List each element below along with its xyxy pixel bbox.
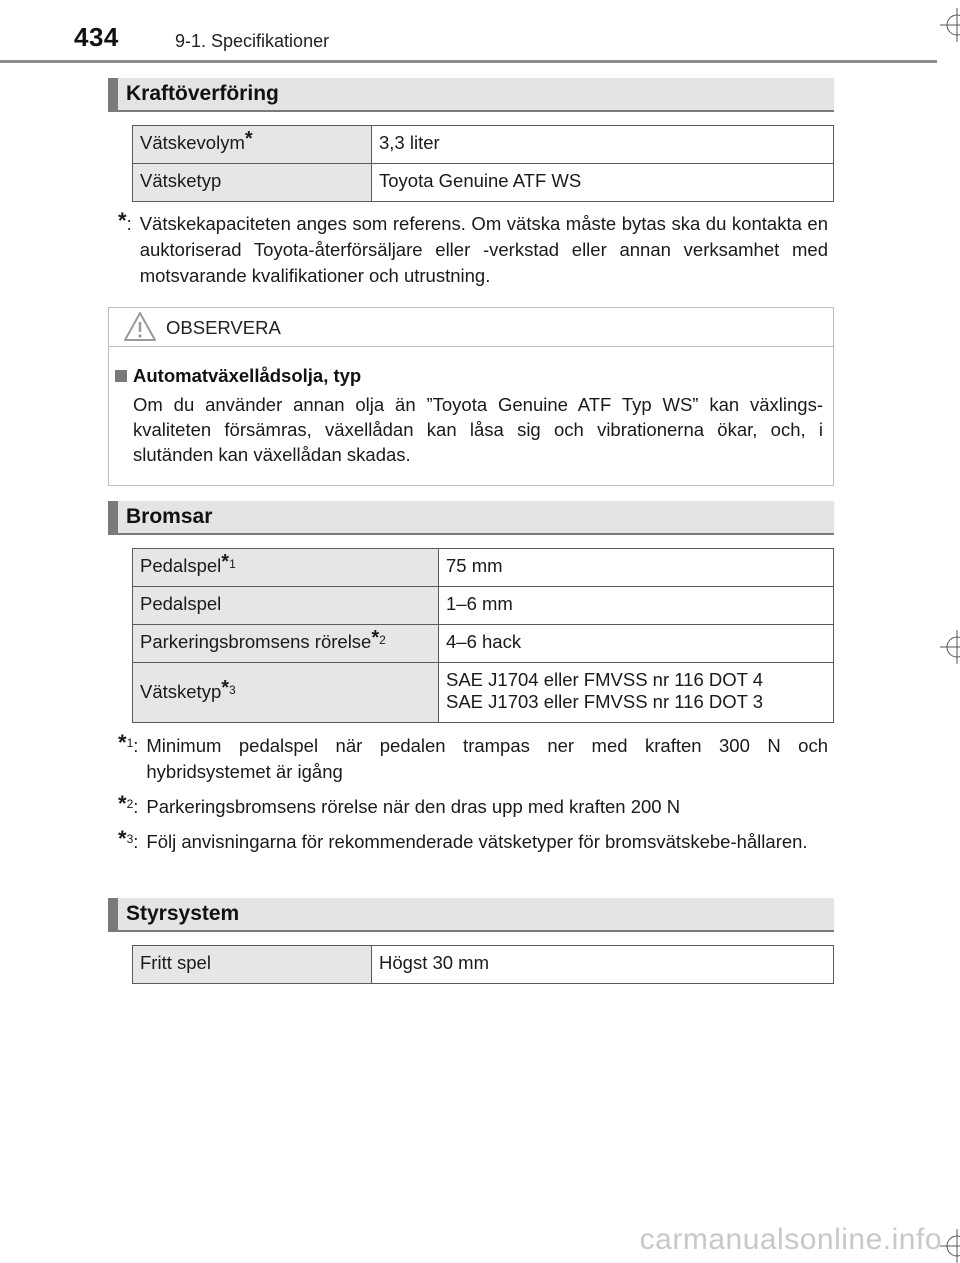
table-row [133, 549, 834, 587]
footnote: *: Vätskekapaciteten anges som referens. Om vätska måste bytas ska du kontakta en auktoriserad Toyota-återförsäljare eller -verkstad eller annan verksamhet med motsvarande kvalifikationer och utrustning. [118, 208, 828, 286]
table-key-cell: Pedalspel [133, 587, 439, 625]
table-row [133, 126, 834, 164]
table-value-cell: SAE J1704 eller FMVSS nr 116 DOT 4 SAE J1703 eller FMVSS nr 116 DOT 3 [439, 663, 834, 723]
caution-text: Om du använder annan olja än ”Toyota Genuine ATF Typ WS” kan växlings-kvaliteten försämras, växellådan kan låsa sig och vibrationerna ökar, och, i slutänden kan växellådan skadas. [133, 394, 823, 465]
watermark: carmanualsonline.info [639, 1223, 942, 1256]
steering-spec-table [132, 945, 834, 984]
table-row [133, 663, 834, 723]
brakes-spec-table [132, 548, 834, 723]
square-bullet-icon [115, 370, 127, 382]
caution-subtitle: Automatväxellådsolja, typ [115, 365, 361, 387]
table-key-cell: Vätsketyp$^{*3}$ [133, 663, 439, 723]
table-row [133, 587, 834, 625]
chapter-title: 9-1. Specifikationer [175, 31, 330, 51]
table-key-cell: Vätsketyp [133, 164, 372, 202]
footnote: *$^3$: Följ anvisningarna för rekommenderade vätsketyper för bromsvätskebe-hållaren. [118, 826, 808, 852]
crop-mark-icon [940, 8, 960, 42]
transmission-spec-table [132, 125, 834, 202]
caution-box [108, 307, 834, 486]
section-header-bromsar [108, 501, 834, 535]
page-header [0, 0, 960, 64]
table-key-cell: Parkeringsbromsens rörelse$^{*2}$ [133, 625, 439, 663]
header-rule [0, 60, 937, 63]
table-key-cell: Fritt spel [133, 946, 372, 984]
table-row [133, 164, 834, 202]
table-key-cell: Vätskevolym* [133, 126, 372, 164]
section-header-styrsystem [108, 898, 834, 932]
table-value-cell: 4–6 hack [439, 625, 834, 663]
table-row [133, 625, 834, 663]
section-header-kraftoverforing [108, 78, 834, 112]
table-row [133, 946, 834, 984]
caution-label: OBSERVERA [166, 317, 281, 338]
warning-triangle-icon [123, 311, 157, 342]
caution-header [109, 308, 833, 347]
table-value-cell: Toyota Genuine ATF WS [372, 164, 834, 202]
table-value-cell: 1–6 mm [439, 587, 834, 625]
crop-mark-icon [940, 1229, 960, 1263]
table-key-cell: Pedalspel$^{*1}$ [133, 549, 439, 587]
crop-mark-icon [940, 630, 960, 664]
section-title: Bromsar [126, 505, 213, 528]
table-value-cell: 3,3 liter [372, 126, 834, 164]
footnote: *$^1$: Minimum pedalspel när pedalen trampas ner med kraften 300 N och hybridsystemet är igång [118, 730, 828, 782]
section-title: Kraftöverföring [126, 82, 279, 105]
table-value-cell: Högst 30 mm [372, 946, 834, 984]
page-number: 434 [74, 22, 119, 52]
footnote: *$^2$: Parkeringsbromsens rörelse när den dras upp med kraften 200 N [118, 791, 681, 817]
section-title: Styrsystem [126, 902, 240, 925]
table-value-cell: 75 mm [439, 549, 834, 587]
